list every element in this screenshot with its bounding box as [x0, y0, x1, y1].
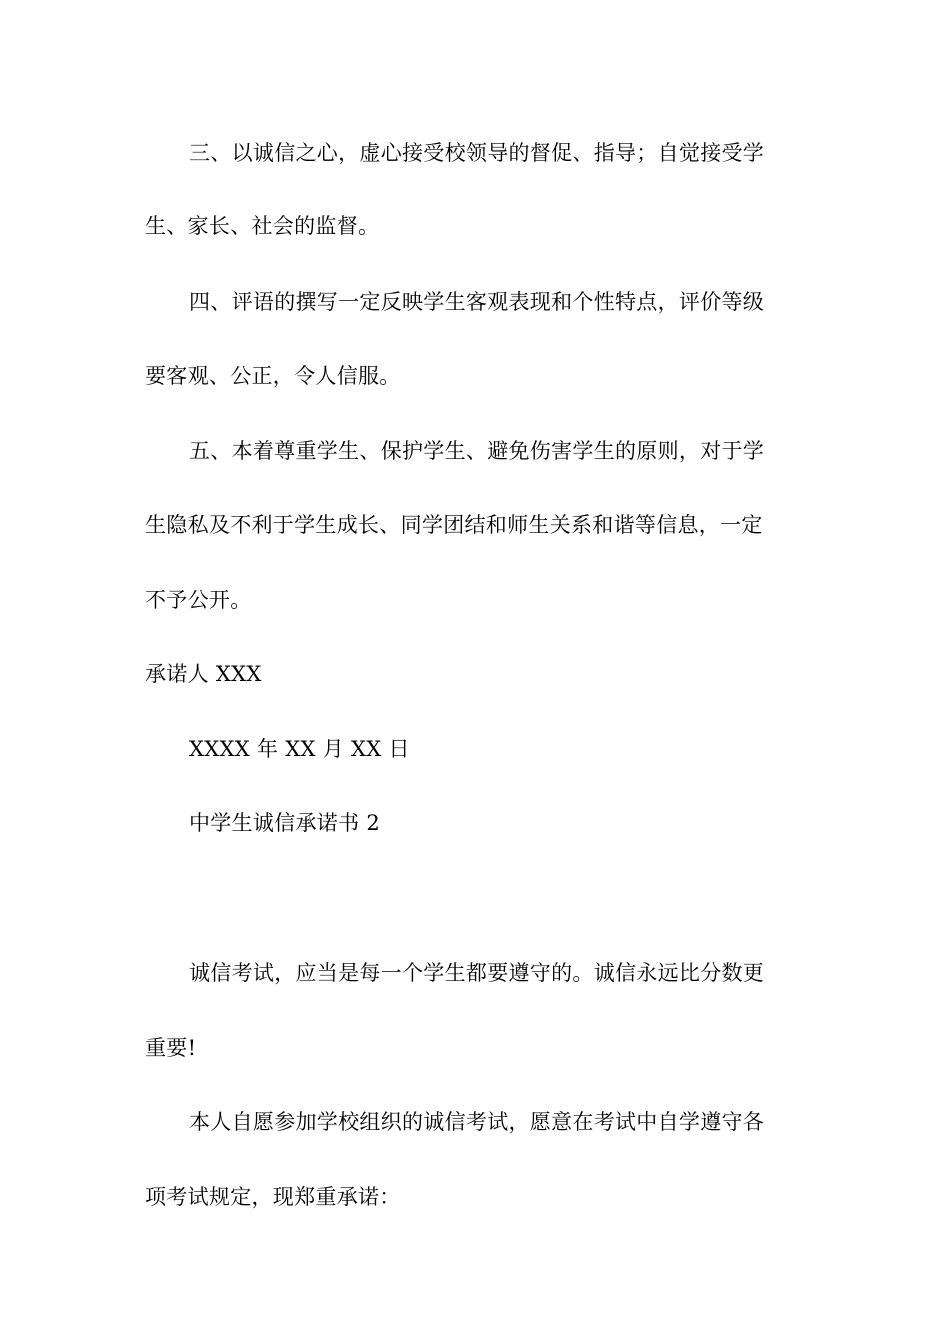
- paragraph-5-line-2: 生隐私及不利于学生成长、同学团结和师生关系和谐等信息，一定: [145, 513, 763, 537]
- body2-paragraph-1-line-1: 诚信考试，应当是每一个学生都要遵守的。诚信永远比分数更: [189, 961, 765, 985]
- section-title: 中学生诚信承诺书 2: [189, 811, 381, 835]
- paragraph-4-line-2: 要客观、公正，令人信服。: [145, 364, 401, 388]
- paragraph-5-line-1: 五、本着尊重学生、保护学生、避免伤害学生的原则，对于学: [189, 439, 765, 463]
- signature-line: 承诺人 XXX: [145, 662, 262, 686]
- body2-paragraph-2-line-1: 本人自愿参加学校组织的诚信考试，愿意在考试中自学遵守各: [189, 1110, 765, 1134]
- body2-paragraph-1-line-2: 重要!: [145, 1036, 197, 1060]
- date-line: XXXX 年 XX 月 XX 日: [189, 737, 410, 761]
- body2-paragraph-2-line-2: 项考试规定，现郑重承诺：: [145, 1185, 401, 1209]
- paragraph-4-line-1: 四、评语的撰写一定反映学生客观表现和个性特点，评价等级: [189, 290, 765, 314]
- paragraph-3-line-2: 生、家长、社会的监督。: [145, 214, 380, 238]
- paragraph-3-line-1: 三、以诚信之心，虚心接受校领导的督促、指导；自觉接受学: [189, 141, 765, 165]
- paragraph-5-line-3: 不予公开。: [145, 588, 252, 612]
